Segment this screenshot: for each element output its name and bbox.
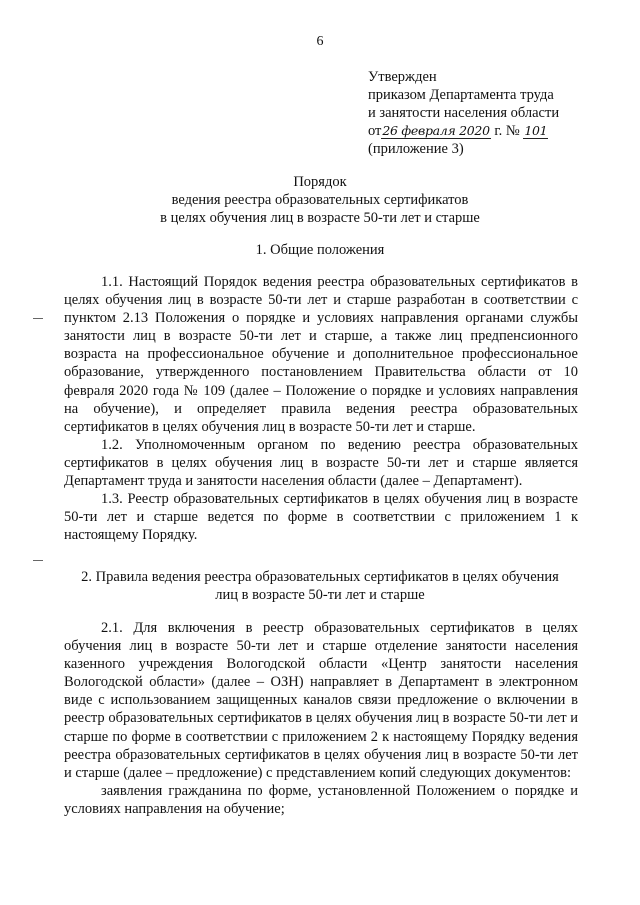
- paragraph-2-1-item: заявления гражданина по форме, установленной Положением о порядке и условиях направления на обучение;: [64, 782, 578, 817]
- approval-line-2: приказом Департамента труда: [368, 87, 554, 103]
- page-number: 6: [316, 34, 324, 49]
- approval-date-line: [368, 122, 600, 140]
- margin-mark: [33, 560, 43, 561]
- paragraph-1-2: 1.2. Уполномоченным органом по ведению реестра образовательных сертификатов в целях обучения лиц в возрасте 50-ти лет и старше является Департамент труда и занятости населения области (далее – Департамент).: [64, 436, 578, 490]
- section-1-body: [64, 273, 578, 544]
- date-prefix: от: [368, 123, 382, 139]
- handwritten-number: 101: [524, 123, 548, 138]
- title-line-3: в целях обучения лиц в возрасте 50-ти лет и старше: [160, 210, 480, 226]
- approval-block: [368, 68, 600, 158]
- section-2-heading: [0, 568, 640, 604]
- annex-note: (приложение 3): [368, 141, 464, 157]
- paragraph-1-1: 1.1. Настоящий Порядок ведения реестра образовательных сертификатов в целях обучения лиц в возрасте 50-ти лет и старше разработан в соответствии с пунктом 2.13 Положения о порядке и условиях направления органами службы занятости лиц в возрасте 50-ти лет и старше, а также лиц предпенсионного возраста на профессиональное обучение и дополнительное профессиональное образование, утвержденного постановлением Правительства области от 10 февраля 2020 года № 109 (далее – Положение о порядке и условиях направления на обучение), и определяет правила ведения реестра образовательных сертификатов в целях обучения лиц в возрасте 50-ти лет и старше.: [64, 274, 578, 435]
- approval-line-1: Утвержден: [368, 69, 437, 85]
- document-title: [0, 173, 640, 227]
- section-2-body: [64, 619, 578, 818]
- handwritten-date: 26 февраля 2020: [382, 123, 490, 138]
- title-line-1: Порядок: [293, 174, 347, 190]
- approval-line-3: и занятости населения области: [368, 105, 560, 121]
- section-2-heading-line-2: лиц в возрасте 50-ти лет и старше: [215, 587, 425, 603]
- margin-mark: [33, 318, 43, 319]
- section-1-heading: 1. Общие положения: [255, 242, 385, 258]
- paragraph-1-3: 1.3. Реестр образовательных сертификатов в целях обучения лиц в возрасте 50-ти лет и старше ведется по форме в соответствии с приложением 1 к настоящему Порядку.: [64, 491, 578, 544]
- year-suffix: г.: [494, 123, 503, 139]
- section-2-heading-line-1: 2. Правила ведения реестра образовательных сертификатов в целях обучения: [81, 569, 559, 585]
- number-sign: №: [505, 123, 520, 139]
- title-line-2: ведения реестра образовательных сертификатов: [171, 192, 469, 208]
- paragraph-2-1: 2.1. Для включения в реестр образовательных сертификатов в целях обучения лиц в возрасте 50-ти лет и старше отделение занятости населения казенного учреждения Вологодской области «Центр занятости населения Вологодской области» (далее – ОЗН) направляет в Департамент в электронном виде с использованием защищенных каналов связи предложение о включении в реестр образовательных сертификатов в целях обучения лиц в возрасте 50-ти лет и старше по форме в соответствии с приложением 2 к настоящему Порядку ведения реестра образовательных сертификатов в целях обучения лиц в возрасте 50-ти лет и старше (далее – предложение) с представлением копий следующих документов:: [64, 620, 578, 781]
